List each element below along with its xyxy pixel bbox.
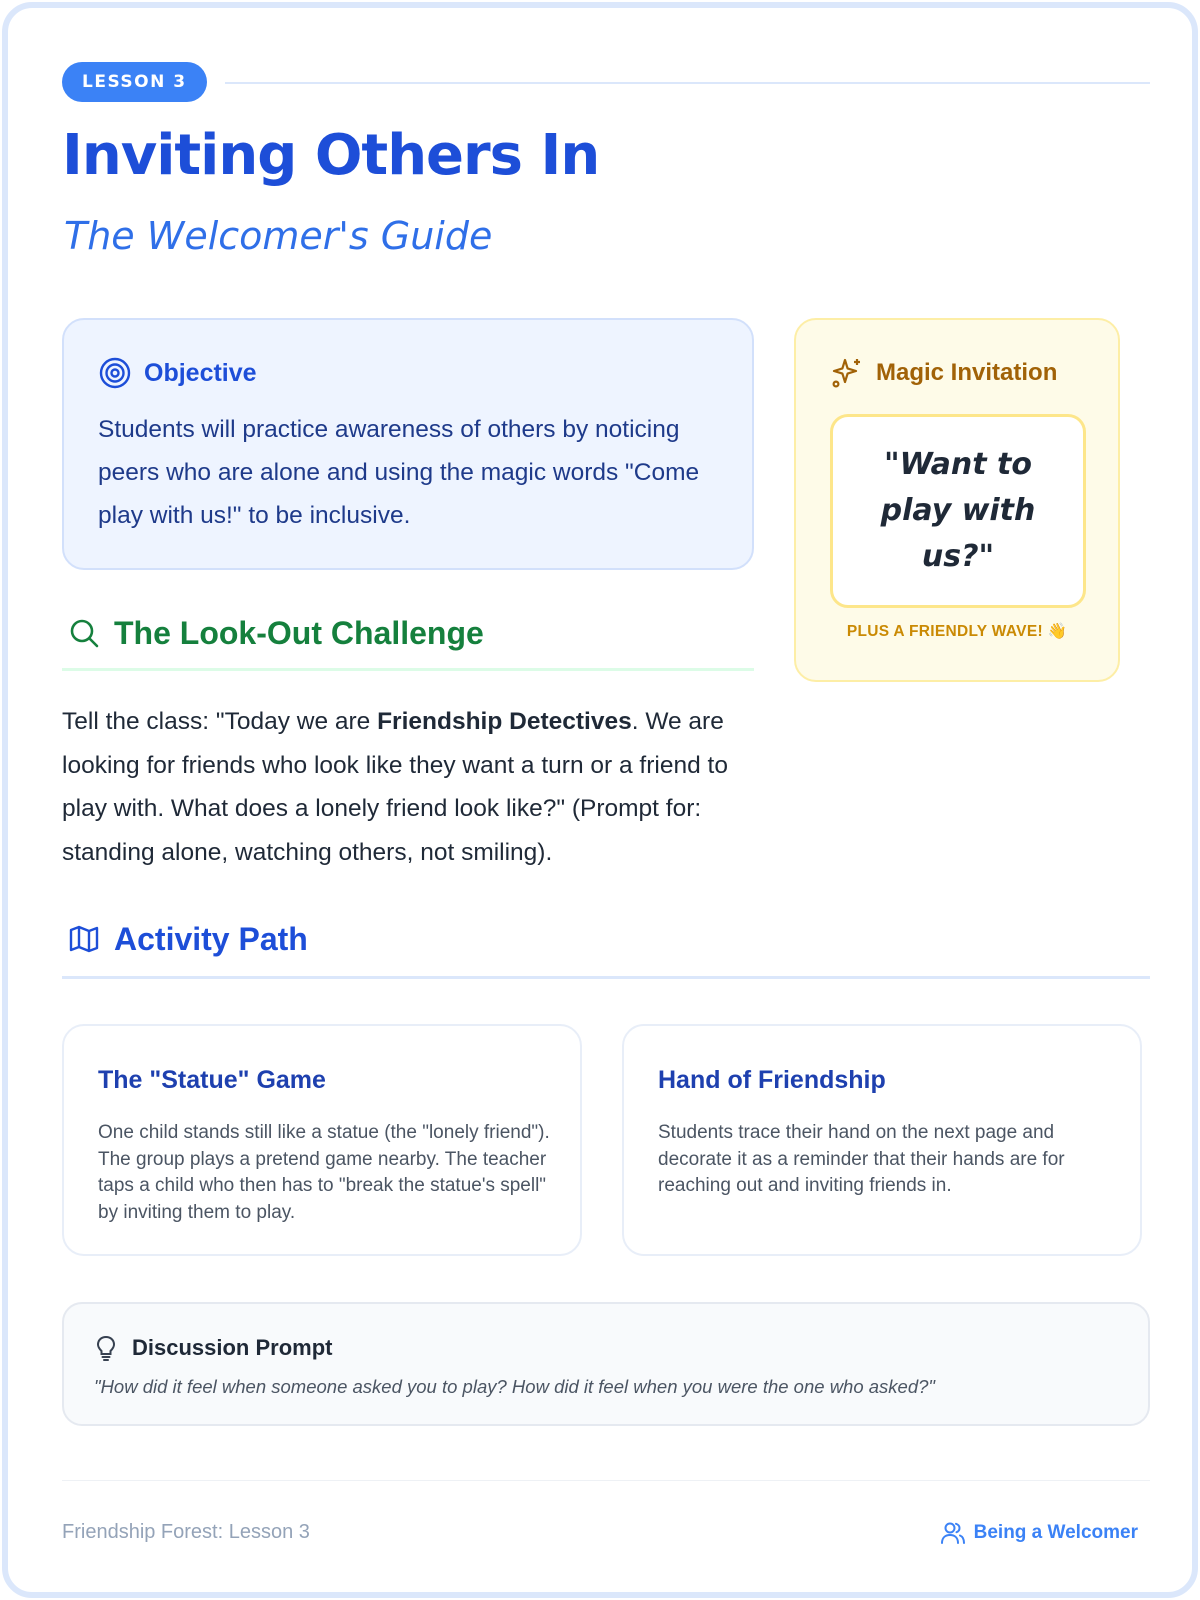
activity-path-header xyxy=(68,918,308,960)
lightbulb-icon xyxy=(94,1334,118,1362)
discussion-text: "How did it feel when someone asked you to play? How did it feel when you were the one who asked?" xyxy=(94,1376,935,1397)
objective-text: Students will practice awareness of others by noticing peers who are alone and using the magic words "Come play with us!" to be inclusive. xyxy=(98,416,700,529)
invitation-quote-card xyxy=(830,414,1086,608)
lookout-text-start: Tell the class: "Today we are xyxy=(62,708,378,735)
activity-path-title: Activity Path xyxy=(114,920,308,957)
invitation-footer: PLUS A FRIENDLY WAVE! 👋 xyxy=(846,623,1068,640)
activity-card-title: Hand of Friendship xyxy=(658,1066,886,1094)
footer-divider xyxy=(62,1480,1150,1481)
users-icon xyxy=(940,1520,966,1546)
activity-card-statue xyxy=(62,1024,582,1256)
footer-tagline-text: Being a Welcomer xyxy=(973,1522,1138,1543)
discussion-prompt-card xyxy=(62,1302,1150,1426)
header-divider xyxy=(225,82,1150,84)
discussion-title: Discussion Prompt xyxy=(132,1335,333,1360)
page-subtitle: The Welcomer's Guide xyxy=(64,214,493,258)
search-icon xyxy=(68,617,100,649)
lesson-page xyxy=(2,2,1198,1598)
magic-invitation-title: Magic Invitation xyxy=(876,359,1058,386)
sparkles-icon xyxy=(830,356,864,390)
lookout-divider xyxy=(62,668,754,671)
footer-tagline xyxy=(940,1518,1138,1548)
lookout-text xyxy=(62,700,762,874)
lesson-badge-row xyxy=(62,62,1150,102)
magic-invitation-header xyxy=(830,356,1057,390)
lookout-text-bold: Friendship Detectives xyxy=(377,708,632,735)
activity-card-text: One child stands still like a statue (the "lonely friend"). The group plays a pretend game nearby. The teacher taps a child who then has to "break the statue's spell" by inviting them to play. xyxy=(98,1122,550,1223)
activity-card-title: The "Statue" Game xyxy=(98,1066,326,1094)
target-icon xyxy=(98,356,132,390)
discussion-header xyxy=(94,1332,332,1364)
lookout-title: The Look-Out Challenge xyxy=(114,614,484,651)
activity-card-text: Students trace their hand on the next page and decorate it as a reminder that their hands are for reaching out and inviting friends in. xyxy=(658,1122,1065,1196)
objective-header xyxy=(98,356,257,390)
lesson-badge: LESSON 3 xyxy=(62,62,207,102)
invitation-quote: "Want to play with us?" xyxy=(880,447,1036,574)
objective-title: Objective xyxy=(144,358,257,387)
footer-lesson-label: Friendship Forest: Lesson 3 xyxy=(62,1521,310,1543)
objective-card xyxy=(62,318,754,570)
lookout-text-end: . We are looking for friends who look like they want a turn or a friend to play with. What does a lonely friend look like?" (Prompt for: standing alone, watching others, not smiling). xyxy=(62,708,728,866)
activity-card-hand xyxy=(622,1024,1142,1256)
lookout-header xyxy=(68,612,484,654)
magic-invitation-card xyxy=(794,318,1120,682)
activity-path-divider xyxy=(62,976,1150,979)
map-icon xyxy=(68,923,100,955)
page-title: Inviting Others In xyxy=(62,123,600,188)
